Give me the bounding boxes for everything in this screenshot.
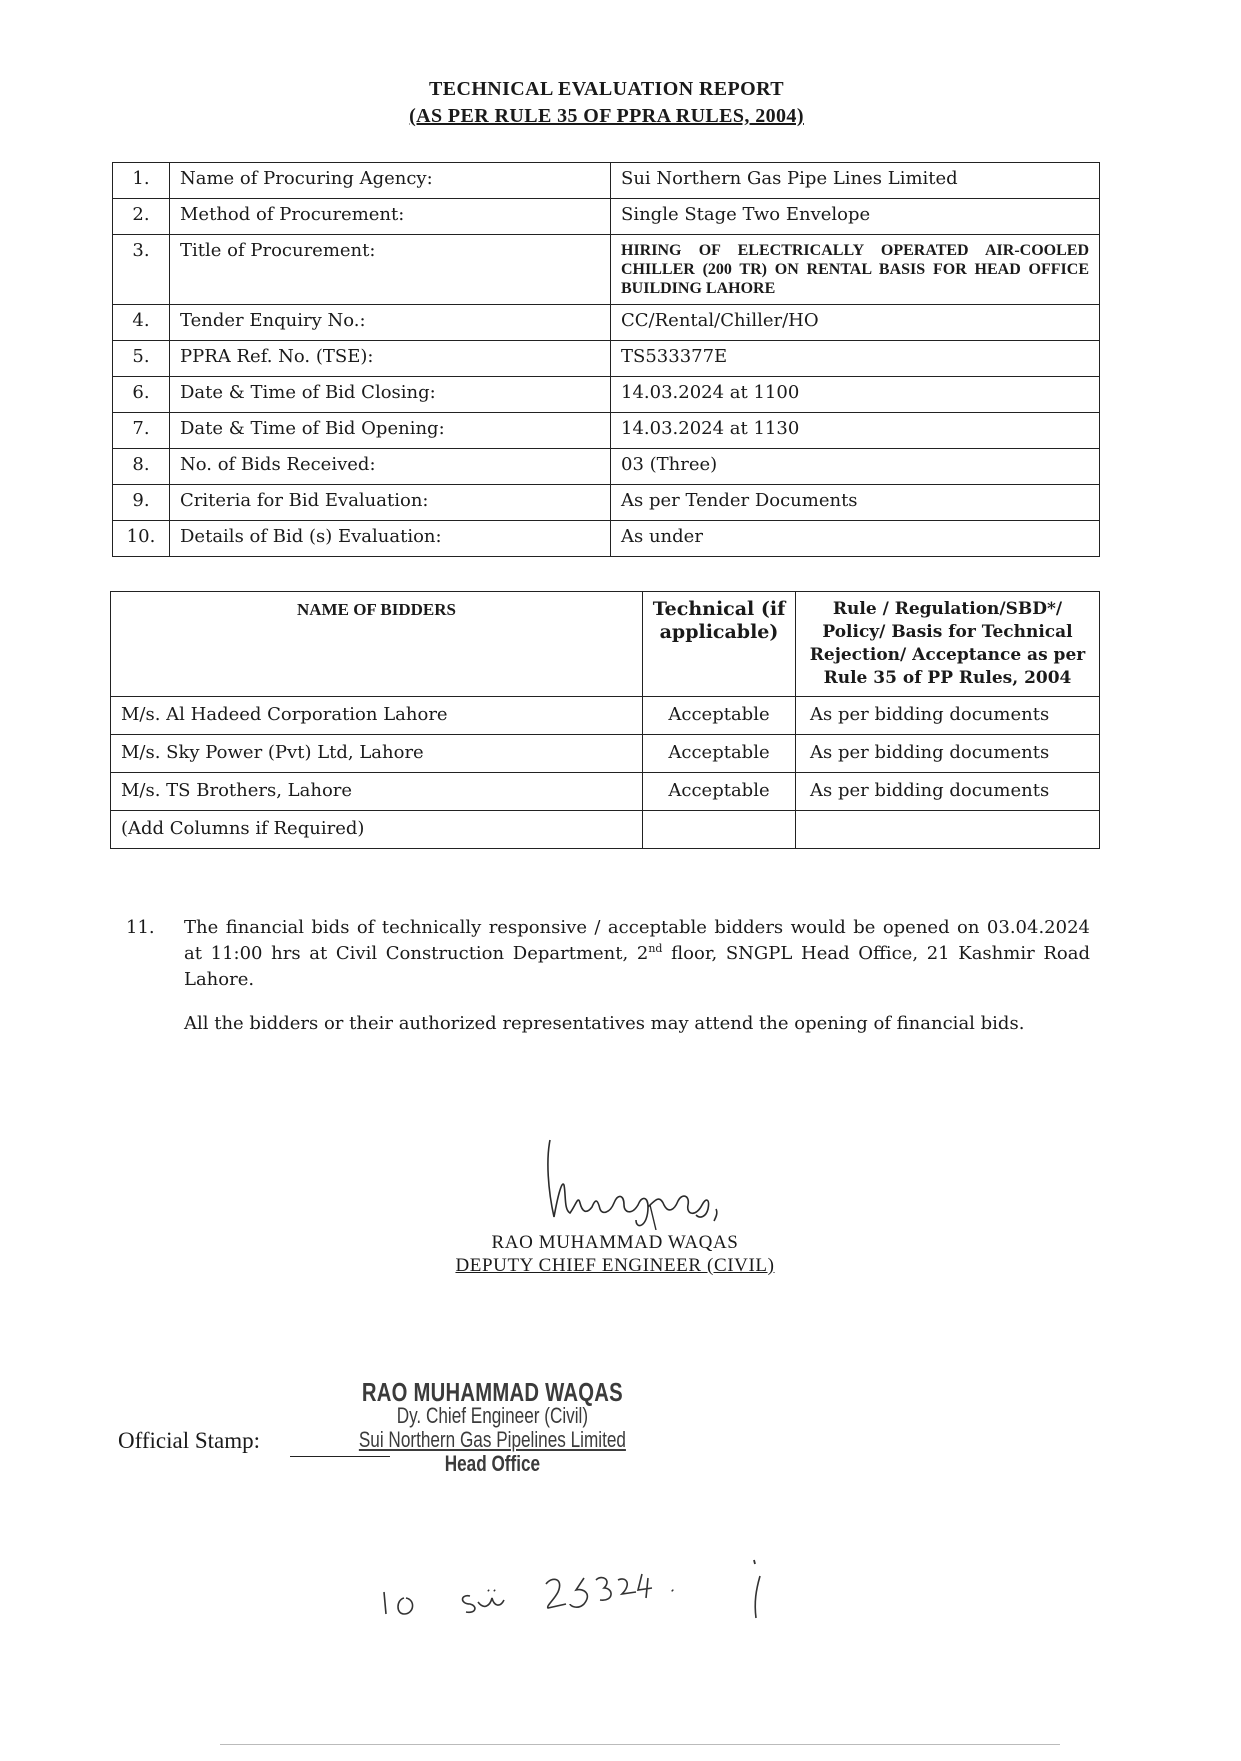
- stamp-designation: Dy. Chief Engineer (Civil): [396, 1403, 589, 1428]
- bidder-rule-basis: As per bidding documents: [796, 735, 1100, 773]
- header-rule-basis: Rule / Regulation/SBD*/ Policy/ Basis for Technical Rejection/ Acceptance as per Rule 35 of PP Rules, 2004: [796, 592, 1100, 697]
- row-value: Sui Northern Gas Pipe Lines Limited: [611, 163, 1100, 199]
- official-stamp-label: Official Stamp:: [118, 1428, 261, 1453]
- paragraph-text: floor, SNGPL Head Office, 21 Kashmir Road Lahore.: [184, 943, 1090, 990]
- bidder-name: M/s. Al Hadeed Corporation Lahore: [111, 697, 643, 735]
- row-number: 4.: [113, 305, 170, 341]
- row-value: TS533377E: [611, 341, 1100, 377]
- stamp-office: Head Office: [444, 1451, 541, 1476]
- bidder-rule-basis: As per bidding documents: [796, 773, 1100, 811]
- info-row: [113, 413, 1100, 449]
- signatory-designation: DEPUTY CHIEF ENGINEER (CIVIL): [455, 1255, 775, 1276]
- bidder-technical-status: Acceptable: [643, 773, 796, 811]
- info-row: [113, 449, 1100, 485]
- row-label: Criteria for Bid Evaluation:: [170, 485, 611, 521]
- official-stamp: [352, 1377, 626, 1476]
- row-value: As under: [611, 521, 1100, 557]
- bidder-name: M/s. TS Brothers, Lahore: [111, 773, 643, 811]
- paragraph-number: 11.: [126, 917, 155, 938]
- stamp-name: RAO MUHAMMAD WAQAS: [361, 1377, 623, 1407]
- procurement-info-table: [112, 162, 1100, 557]
- handwritten-note: [370, 1500, 850, 1620]
- page-bottom-edge: [220, 1744, 1060, 1745]
- row-number: 2.: [113, 199, 170, 235]
- row-number: 6.: [113, 377, 170, 413]
- row-label: Method of Procurement:: [170, 199, 611, 235]
- bidder-technical-status: Acceptable: [643, 697, 796, 735]
- info-row: [113, 199, 1100, 235]
- bidder-row: [111, 773, 1100, 811]
- bidder-name: M/s. Sky Power (Pvt) Ltd, Lahore: [111, 735, 643, 773]
- bidder-name: (Add Columns if Required): [111, 811, 643, 849]
- row-value: CC/Rental/Chiller/HO: [611, 305, 1100, 341]
- row-label: Date & Time of Bid Closing:: [170, 377, 611, 413]
- row-number: 7.: [113, 413, 170, 449]
- row-number: 9.: [113, 485, 170, 521]
- report-subtitle: (AS PER RULE 35 OF PPRA RULES, 2004): [409, 105, 804, 127]
- row-number: 5.: [113, 341, 170, 377]
- bidder-row: [111, 811, 1100, 849]
- row-label: PPRA Ref. No. (TSE):: [170, 341, 611, 377]
- row-number: 8.: [113, 449, 170, 485]
- row-label: Tender Enquiry No.:: [170, 305, 611, 341]
- row-label: Title of Procurement:: [170, 235, 611, 305]
- procurement-title-value: HIRING OF ELECTRICALLY OPERATED AIR-COOLED CHILLER (200 TR) ON RENTAL BASIS FOR HEAD OFFICE BUILDING LAHORE: [611, 235, 1100, 305]
- bidders-evaluation-table: [110, 591, 1100, 849]
- ordinal-superscript: nd: [648, 942, 663, 955]
- info-row: [113, 163, 1100, 199]
- bidder-row: [111, 697, 1100, 735]
- row-label: Details of Bid (s) Evaluation:: [170, 521, 611, 557]
- financial-bids-paragraph: [184, 915, 1090, 993]
- bidders-header-row: [111, 592, 1100, 697]
- row-number: 3.: [113, 235, 170, 305]
- row-value: 03 (Three): [611, 449, 1100, 485]
- info-row: [113, 521, 1100, 557]
- bidder-technical-status: Acceptable: [643, 735, 796, 773]
- signatory-name: RAO MUHAMMAD WAQAS: [491, 1232, 739, 1253]
- header-bidder-name: NAME OF BIDDERS: [111, 592, 643, 697]
- info-row: [113, 485, 1100, 521]
- header-technical: Technical (if applicable): [643, 592, 796, 697]
- row-label: No. of Bids Received:: [170, 449, 611, 485]
- handwritten-signature: [540, 1135, 750, 1230]
- bidder-rule-basis: As per bidding documents: [796, 697, 1100, 735]
- bidder-technical-status: [643, 811, 796, 849]
- row-value: 14.03.2024 at 1100: [611, 377, 1100, 413]
- info-row: [113, 377, 1100, 413]
- row-label: Name of Procuring Agency:: [170, 163, 611, 199]
- info-row: [113, 235, 1100, 305]
- row-value: As per Tender Documents: [611, 485, 1100, 521]
- bidder-row: [111, 735, 1100, 773]
- row-number: 10.: [113, 521, 170, 557]
- row-value: 14.03.2024 at 1130: [611, 413, 1100, 449]
- attendance-paragraph: All the bidders or their authorized representatives may attend the opening of financial bids.: [184, 1013, 1025, 1034]
- row-value: Single Stage Two Envelope: [611, 199, 1100, 235]
- row-number: 1.: [113, 163, 170, 199]
- info-row: [113, 305, 1100, 341]
- stamp-company: Sui Northern Gas Pipelines Limited: [358, 1427, 626, 1452]
- report-title: TECHNICAL EVALUATION REPORT: [429, 78, 784, 100]
- row-label: Date & Time of Bid Opening:: [170, 413, 611, 449]
- bidder-rule-basis: [796, 811, 1100, 849]
- paragraph-text: The financial bids of technically responsive / acceptable bidders would be opened on 03.04.2024 at 11:00 hrs at Civil Construction Department, 2: [184, 917, 1090, 964]
- info-row: [113, 341, 1100, 377]
